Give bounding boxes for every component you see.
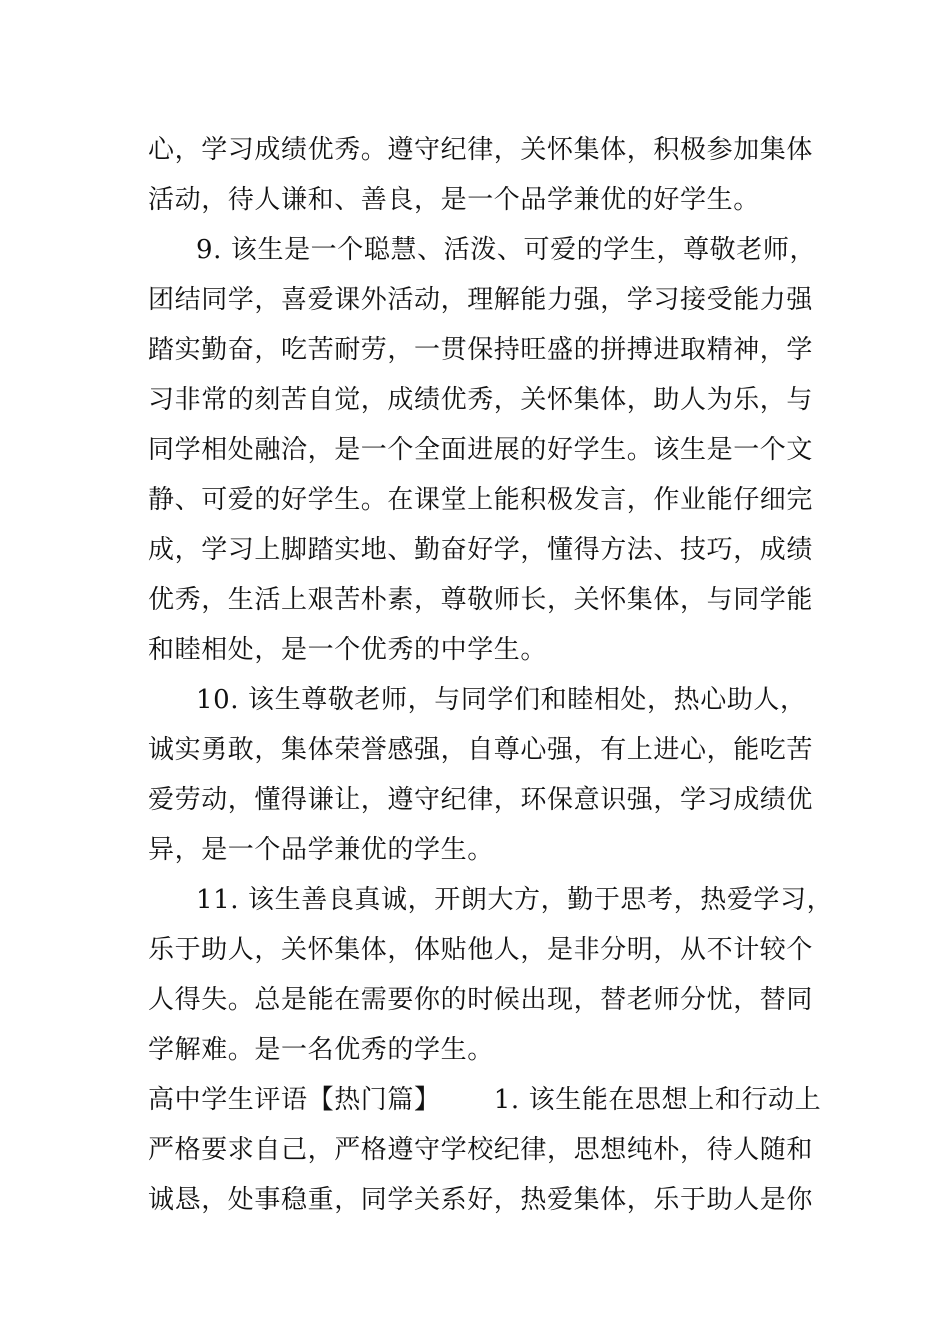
- section-heading-line: 高中学生评语【热门篇】 1. 该生能在思想上和行动上: [148, 1085, 822, 1115]
- text-line: 习非常的刻苦自觉，成绩优秀，关怀集体，助人为乐，与: [148, 385, 814, 415]
- text-line: 静、可爱的好学生。在课堂上能积极发言，作业能仔细完: [148, 485, 814, 515]
- text-line: 踏实勤奋，吃苦耐劳，一贯保持旺盛的拼搏进取精神，学: [148, 335, 814, 365]
- text-line: 优秀，生活上艰苦朴素，尊敬师长，关怀集体，与同学能: [148, 585, 814, 615]
- text-line: 爱劳动，懂得谦让，遵守纪律，环保意识强，学习成绩优: [148, 785, 814, 815]
- text-line: 诚恳，处事稳重，同学关系好，热爱集体，乐于助人是你: [148, 1185, 814, 1215]
- text-line: 11. 该生善良真诚，开朗大方，勤于思考，热爱学习，: [196, 885, 834, 915]
- text-line: 异，是一个品学兼优的学生。: [148, 835, 494, 865]
- text-line: 严格要求自己，严格遵守学校纪律，思想纯朴，待人随和: [148, 1135, 814, 1165]
- text-line: 10. 该生尊敬老师，与同学们和睦相处，热心助人，: [196, 685, 807, 715]
- text-line: 乐于助人，关怀集体，体贴他人，是非分明，从不计较个: [148, 935, 814, 965]
- text-line: 同学相处融洽，是一个全面进展的好学生。该生是一个文: [148, 435, 814, 465]
- text-line: 学解难。是一名优秀的学生。: [148, 1035, 494, 1065]
- text-line: 成，学习上脚踏实地、勤奋好学，懂得方法、技巧，成绩: [148, 535, 814, 565]
- text-line: 心，学习成绩优秀。遵守纪律，关怀集体，积极参加集体: [148, 135, 814, 165]
- text-line: 9. 该生是一个聪慧、活泼、可爱的学生，尊敬老师，: [196, 235, 817, 265]
- text-line: 人得失。总是能在需要你的时候出现，替老师分忧，替同: [148, 985, 814, 1015]
- text-line: 活动，待人谦和、善良，是一个品学兼优的好学生。: [148, 185, 760, 215]
- text-line: 团结同学，喜爱课外活动，理解能力强，学习接受能力强: [148, 285, 814, 315]
- text-line: 诚实勇敢，集体荣誉感强，自尊心强，有上进心，能吃苦: [148, 735, 814, 765]
- text-line: 和睦相处，是一个优秀的中学生。: [148, 635, 548, 665]
